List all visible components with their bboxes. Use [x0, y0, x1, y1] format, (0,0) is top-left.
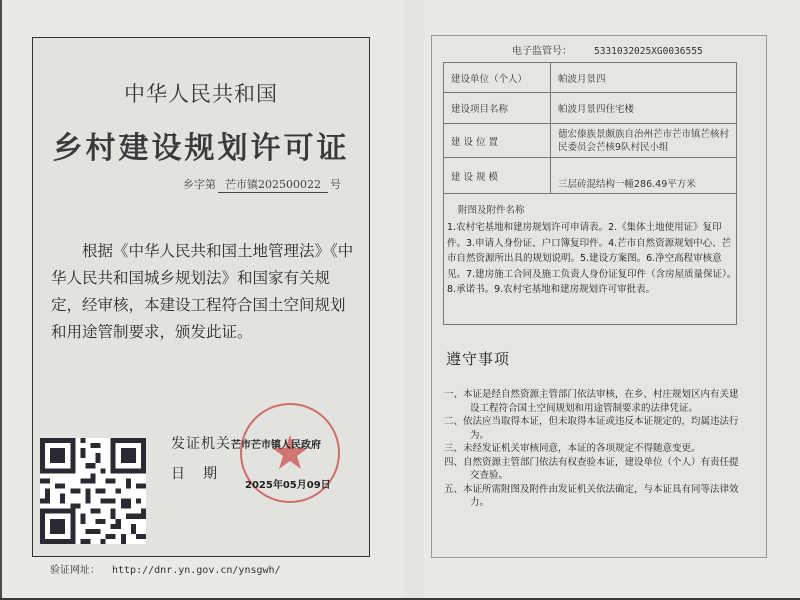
row-key: 建 设 位 置 — [444, 124, 551, 158]
row-key: 建设单位（个人） — [444, 63, 551, 93]
row-key: 建 设 规 模 — [444, 158, 551, 194]
scan-edge-left — [0, 0, 2, 600]
rule-item: 五、本证所需附图及附件由发证机关依法确定，与本证具有同等法律效力。 — [444, 483, 739, 508]
rules-list — [444, 388, 740, 510]
table-row — [444, 93, 737, 124]
row-value: 德宏傣族景颇族自治州芒市芒市镇芒核村民委员会芒核9队村民小组 — [551, 124, 737, 158]
attachments-header: 附图及附件名称 — [458, 205, 525, 216]
project-info-table — [443, 62, 737, 194]
date-value: 2025年05月09日 — [245, 480, 331, 491]
rules-title: 遵守事项 — [446, 350, 511, 368]
certificate-back-page — [431, 35, 767, 558]
attachments-list: 1.农村宅基地和建房规划许可申请表。2.《集体土地使用证》复印件。3.申请人身份证、户口簿复印件。4.芒市自然资源规划中心、芒市自然资源所出具的规划说明。5.建设方案图。6.净空高程审核意见。7.建房施工合同及施工负责人身份证复印件（含房屋质量保证）。8.承诺书。9.农村宅基地和建房规划许可审批表。 — [447, 222, 737, 295]
rule-item: 一、本证是经自然资源主管部门依法审核，在乡、村庄规划区内有关建设工程符合国土空间规划和用途管制要求的法律凭证。 — [444, 389, 739, 414]
rule-item: 三、未经发证机关审核同意，本证的各项规定不得随意变更。 — [444, 443, 701, 454]
supervision-label: 电子监管号： — [512, 46, 572, 57]
verify-url-link[interactable]: http://dnr.yn.gov.cn/ynsgwh/ — [112, 565, 281, 576]
supervision-value: 5331032025XG0036555 — [594, 46, 703, 57]
verify-line — [50, 561, 281, 576]
table-row — [444, 158, 737, 194]
number-suffix: 号 — [330, 178, 341, 191]
country-name: 中华人民共和国 — [124, 82, 278, 106]
qr-code[interactable] — [40, 438, 146, 544]
date-label: 日期 — [171, 466, 235, 482]
number-prefix: 乡字第 — [183, 178, 216, 191]
rule-item: 二、依法应当取得本证，但未取得本证或违反本证规定的，均属违法行为。 — [444, 416, 739, 441]
issuer-value: 芒市芒市镇人民政府 — [231, 440, 321, 451]
verify-label: 验证网址： — [50, 565, 100, 576]
attachments-box — [443, 194, 737, 325]
row-value: 三层砖混结构一幢286.49平方米 — [551, 158, 737, 194]
row-key: 建设项目名称 — [444, 93, 551, 124]
table-row — [444, 63, 737, 93]
certificate-body: 根据《中华人民共和国土地管理法》《中华人民共和国城乡规划法》和国家有关规定，经审核，本建设工程符合国土空间规划和用途管制要求，颁发此证。 — [51, 242, 354, 341]
row-value: 帕波月景四 — [551, 63, 737, 93]
rule-item: 四、自然资源主管部门依法有权查验本证，建设单位（个人）有责任提交查验。 — [444, 456, 739, 481]
row-value: 帕波月景四住宅楼 — [551, 93, 737, 124]
certificate-number — [183, 176, 341, 193]
certificate-front-page — [32, 37, 370, 557]
supervision-number — [512, 42, 703, 57]
table-row — [444, 124, 737, 158]
issuer-label: 发证机关 — [171, 436, 231, 452]
page-gutter — [404, 0, 424, 598]
certificate-title: 乡村建设规划许可证 — [52, 131, 350, 166]
number-value: 芒市镇202500022 — [218, 176, 328, 193]
qr-code-icon — [40, 438, 146, 544]
